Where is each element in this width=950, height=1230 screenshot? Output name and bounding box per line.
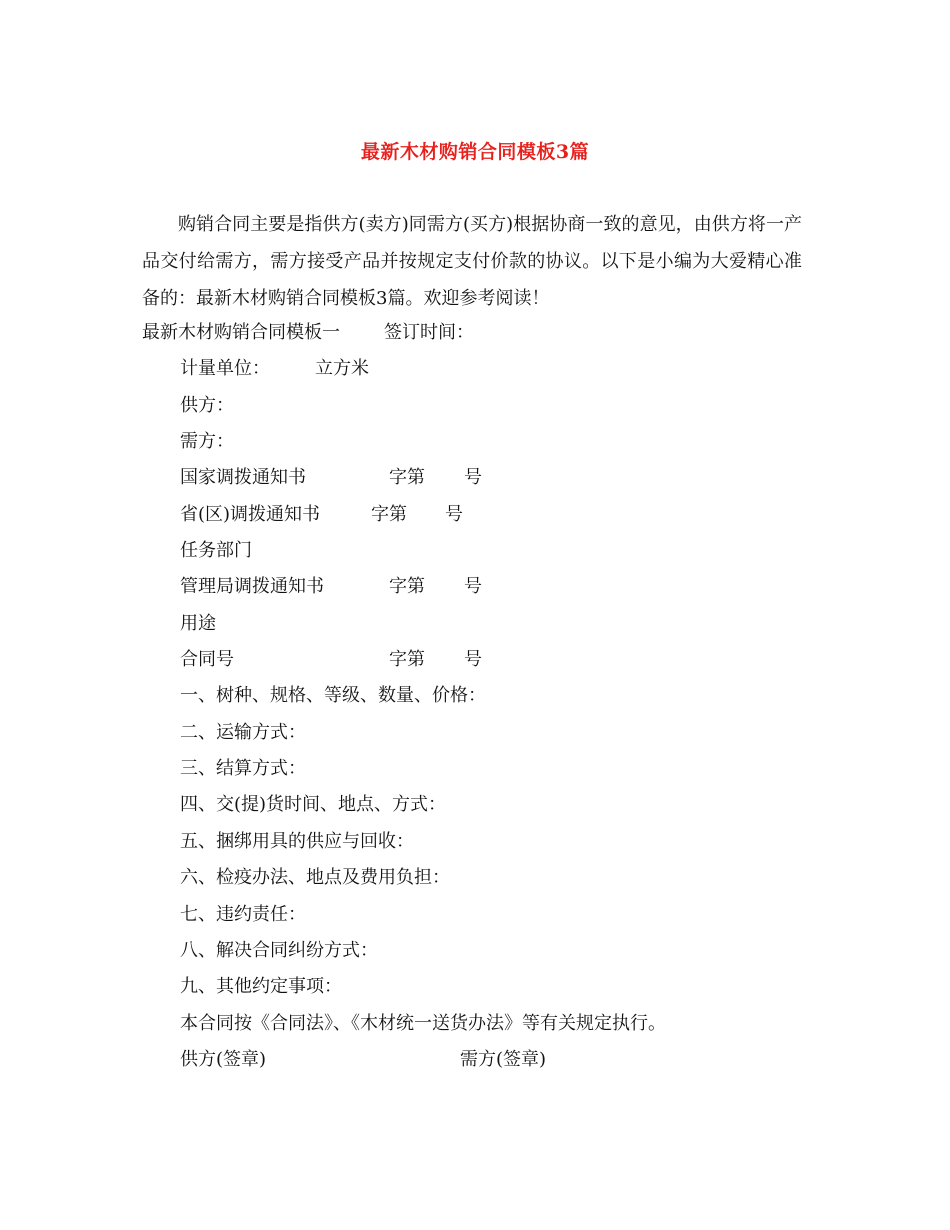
provincial-notice-hao: 号 bbox=[445, 504, 463, 525]
usage-label: 用途 bbox=[180, 613, 216, 634]
sign-time-label: 签订时间： bbox=[384, 322, 474, 343]
national-notice-hao: 号 bbox=[464, 467, 482, 488]
clause-4: 四、交(提)货时间、地点、方式： bbox=[180, 794, 447, 815]
clause-6: 六、检疫办法、地点及费用负担： bbox=[180, 867, 450, 888]
contract-no-zidi: 字第 bbox=[389, 649, 425, 670]
unit-value: 立方米 bbox=[315, 358, 369, 379]
provincial-notice-zidi: 字第 bbox=[371, 504, 407, 525]
clause-3: 三、结算方式： bbox=[180, 758, 306, 779]
buyer-signature: 需方(签章) bbox=[460, 1049, 547, 1070]
intro-paragraph: 购销合同主要是指供方(卖方)同需方(买方)根据协商一致的意见，由供方将一产品交付给需方，需方接受产品并按规定支付价款的协议。以下是小编为大爱精心准备的：最新木材购销合同模板3篇。欢迎参考阅读！ bbox=[142, 214, 802, 309]
national-notice-zidi: 字第 bbox=[389, 467, 425, 488]
bureau-notice-hao: 号 bbox=[464, 576, 482, 597]
clause-8: 八、解决合同纠纷方式： bbox=[180, 940, 378, 961]
closing-statement: 本合同按《合同法》、《木材统一送货办法》等有关规定执行。 bbox=[180, 1013, 666, 1034]
contract-no-hao: 号 bbox=[464, 649, 482, 670]
unit-label: 计量单位： bbox=[180, 358, 270, 379]
provincial-notice-label: 省(区)调拨通知书 bbox=[180, 504, 321, 525]
national-notice-label: 国家调拨通知书 bbox=[180, 467, 306, 488]
bureau-notice-zidi: 字第 bbox=[389, 576, 425, 597]
clause-9: 九、其他约定事项： bbox=[180, 976, 342, 997]
buyer-label: 需方： bbox=[180, 431, 234, 452]
clause-2: 二、运输方式： bbox=[180, 722, 306, 743]
clause-5: 五、捆绑用具的供应与回收： bbox=[180, 831, 414, 852]
document-title: 最新木材购销合同模板3篇 bbox=[360, 141, 590, 163]
bureau-notice-label: 管理局调拨通知书 bbox=[180, 576, 324, 597]
clause-7: 七、违约责任： bbox=[180, 904, 306, 925]
supplier-signature: 供方(签章) bbox=[180, 1049, 267, 1070]
clause-1: 一、树种、规格、等级、数量、价格： bbox=[180, 685, 486, 706]
template-heading: 最新木材购销合同模板一 bbox=[142, 322, 340, 343]
task-dept-label: 任务部门 bbox=[180, 540, 252, 561]
contract-no-label: 合同号 bbox=[180, 649, 234, 670]
supplier-label: 供方： bbox=[180, 395, 234, 416]
